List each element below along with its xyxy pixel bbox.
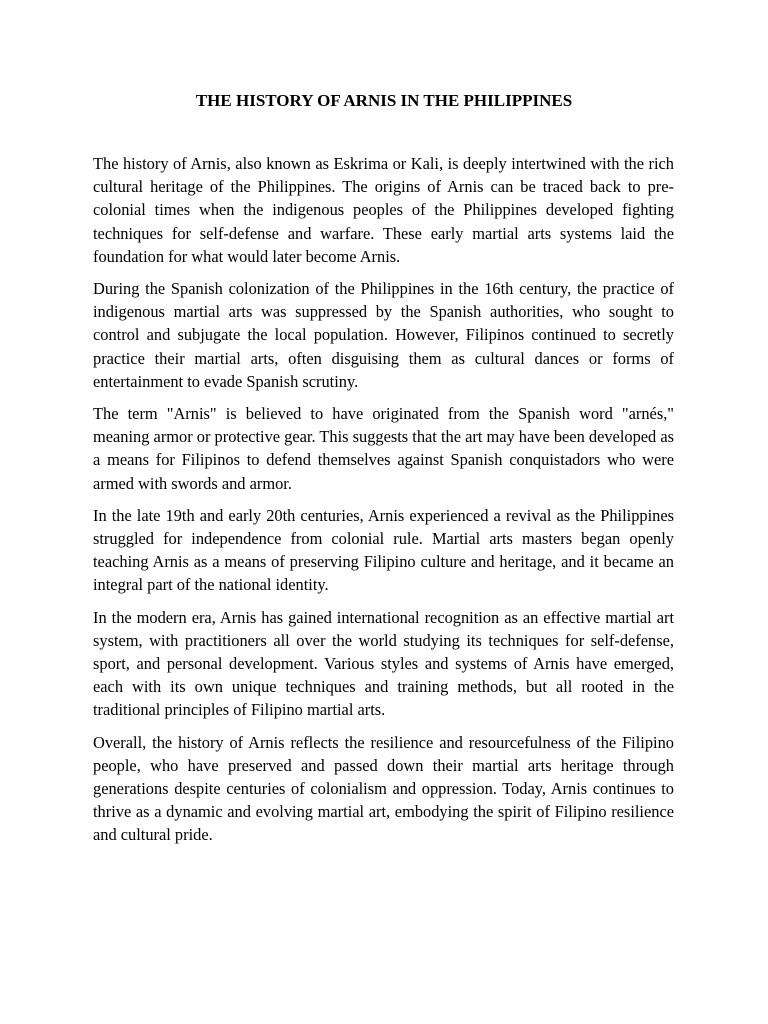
paragraph-1: The history of Arnis, also known as Eskrima or Kali, is deeply intertwined with the rich cultural heritage of the Philippines. The origins of Arnis can be traced back to pre-colonial times when the indigenous peoples of the Philippines developed fighting techniques for self-defense and warfare. These early martial arts systems laid the foundation for what would later become Arnis. [93, 154, 674, 266]
paragraph-5: In the modern era, Arnis has gained international recognition as an effective martial art system, with practitioners all over the world studying its techniques for self-defense, sport, and personal development. Various styles and systems of Arnis have emerged, each with its own unique techniques and training methods, but all rooted in the traditional principles of Filipino martial arts. [93, 607, 674, 720]
paragraph-4: In the late 19th and early 20th centuries, Arnis experienced a revival as the Philippines struggled for independence from colonial rule. Martial arts masters began openly teaching Arnis as a means of preserving Filipino culture and heritage, and it became an integral part of the national identity. [93, 505, 674, 595]
paragraph-6: Overall, the history of Arnis reflects the resilience and resourcefulness of the Filipino people, who have preserved and passed down their martial arts heritage through generations despite centuries of colonialism and oppression. Today, Arnis continues to thrive as a dynamic and evolving martial art, embodying the spirit of Filipino resilience and cultural pride. [93, 732, 674, 845]
document-body [93, 152, 674, 856]
document-title: THE HISTORY OF ARNIS IN THE PHILIPPINES [195, 91, 573, 110]
paragraph-2: During the Spanish colonization of the Philippines in the 16th century, the practice of indigenous martial arts was suppressed by the Spanish authorities, who sought to control and subjugate the local population. However, Filipinos continued to secretly practice their martial arts, often disguising them as cultural dances or forms of entertainment to evade Spanish scrutiny. [93, 279, 674, 391]
paragraph-3: The term "Arnis" is believed to have originated from the Spanish word "arnés," meaning armor or protective gear. This suggests that the art may have been developed as a means for Filipinos to defend themselves against Spanish conquistadors who were armed with swords and armor. [93, 404, 674, 493]
